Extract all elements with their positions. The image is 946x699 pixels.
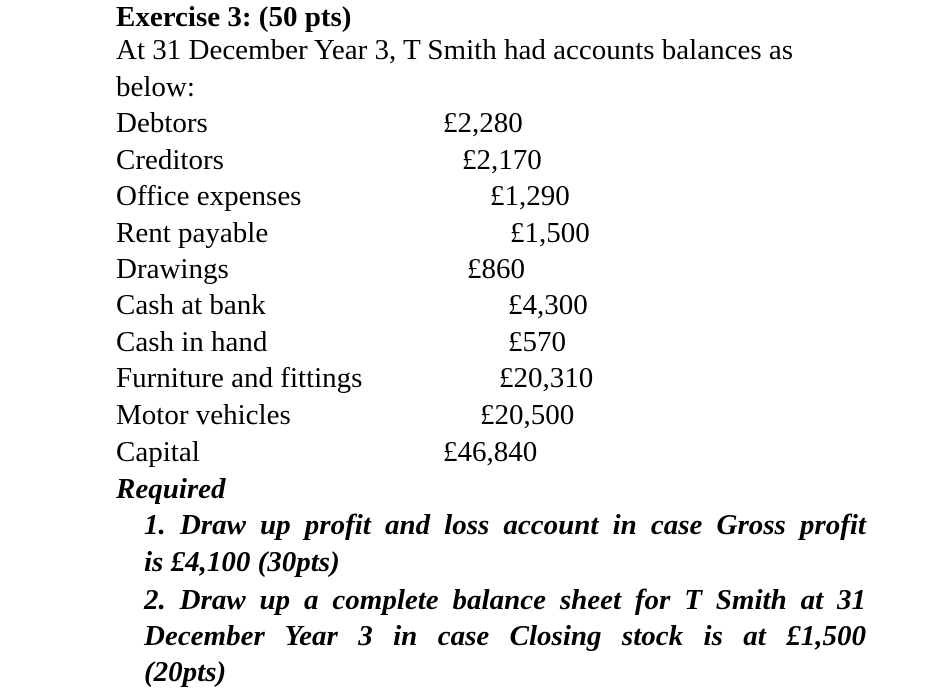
account-name-creditors: Creditors	[116, 144, 224, 176]
account-name-motor-vehicles: Motor vehicles	[116, 399, 291, 431]
account-value-furniture-and-fittings: £20,310	[499, 362, 594, 394]
required-item-2-line-3: (20pts)	[144, 656, 227, 688]
account-name-cash-at-bank: Cash at bank	[116, 289, 266, 321]
account-name-furniture-and-fittings: Furniture and fittings	[116, 362, 363, 394]
account-name-office-expenses: Office expenses	[116, 180, 302, 212]
account-name-capital: Capital	[116, 436, 200, 468]
account-value-cash-in-hand: £570	[508, 326, 566, 358]
account-name-cash-in-hand: Cash in hand	[116, 326, 268, 358]
account-value-capital: £46,840	[443, 436, 538, 468]
account-value-rent-payable: £1,500	[510, 217, 590, 249]
account-value-cash-at-bank: £4,300	[508, 289, 588, 321]
account-value-drawings: £860	[467, 253, 525, 285]
account-name-drawings: Drawings	[116, 253, 229, 285]
account-name-rent-payable: Rent payable	[116, 217, 269, 249]
required-heading: Required	[116, 473, 226, 505]
required-item-2-line-2: December Year 3 in case Closing stock is at £1,500	[144, 620, 866, 652]
account-value-debtors: £2,280	[443, 107, 523, 139]
account-value-office-expenses: £1,290	[490, 180, 570, 212]
intro-line-1: At 31 December Year 3, T Smith had accounts balances as	[116, 34, 794, 66]
exercise-title: Exercise 3: (50 pts)	[116, 1, 352, 33]
required-item-1-line-1: 1. Draw up profit and loss account in case Gross profit	[144, 509, 866, 541]
required-item-1-line-2: is £4,100 (30pts)	[144, 546, 340, 578]
required-item-2-line-1: 2. Draw up a complete balance sheet for T Smith at 31	[144, 584, 866, 616]
account-value-creditors: £2,170	[462, 144, 542, 176]
account-name-debtors: Debtors	[116, 107, 208, 139]
account-value-motor-vehicles: £20,500	[480, 399, 575, 431]
intro-line-2: below:	[116, 71, 195, 103]
